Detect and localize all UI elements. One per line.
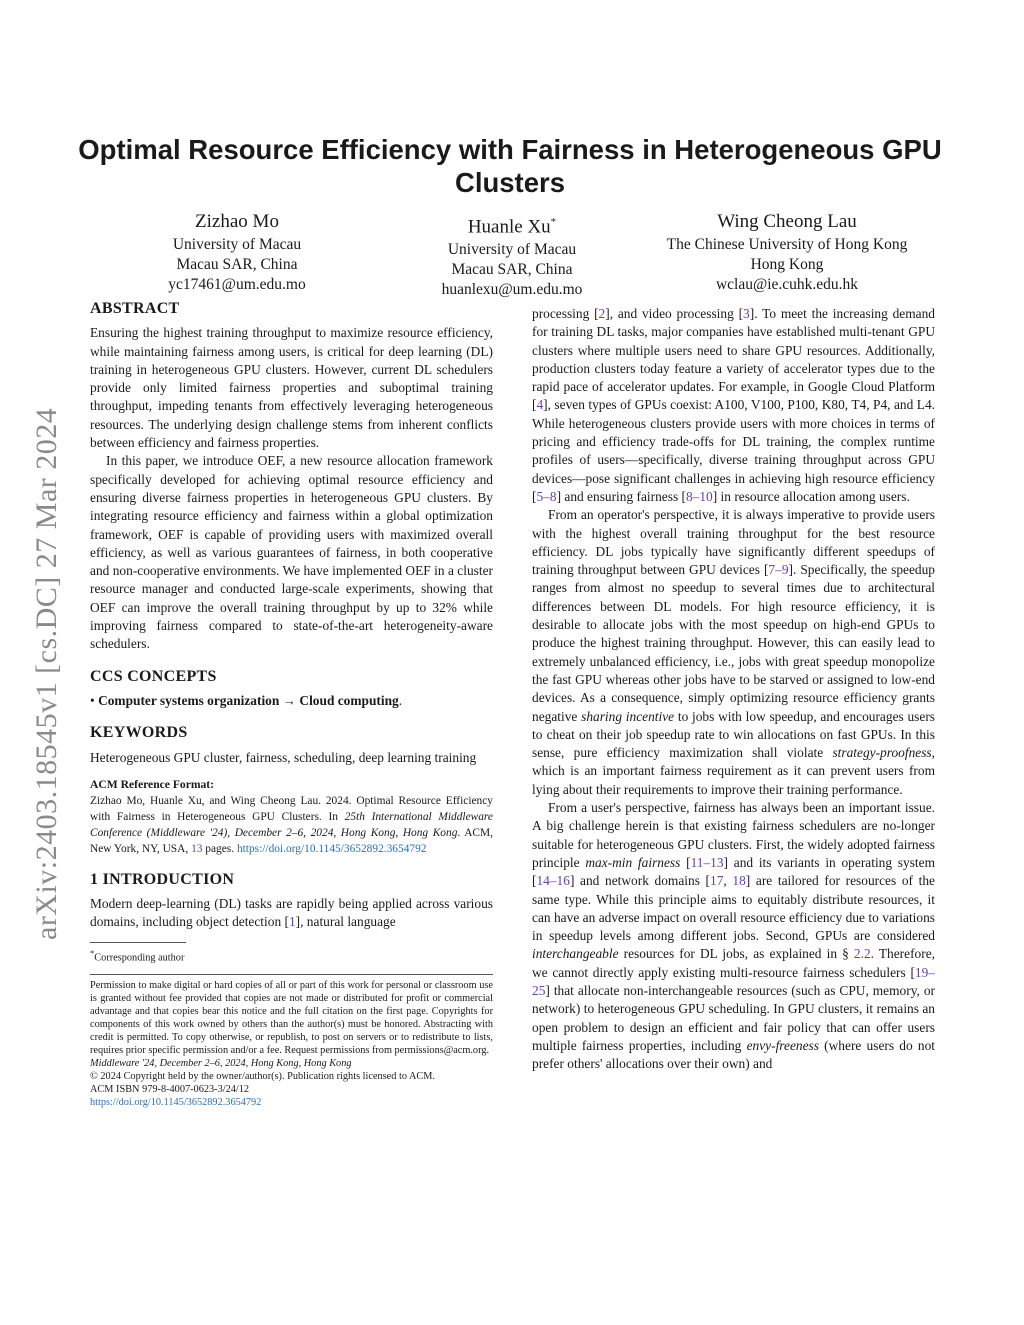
introduction-paragraph xyxy=(532,305,935,506)
citation-link[interactable]: 1 xyxy=(288,914,296,930)
copyright-rule xyxy=(90,974,493,975)
emphasis: strategy-proofness xyxy=(832,745,932,761)
text-run: ] and its variants in operating system [ xyxy=(532,854,935,889)
text-run: From an operator's perspective, it is always imperative to provide users with the highest overall training throughput for the best resource efficiency. DL jobs typically have significantly different speedups of training throughput between GPU devices [ xyxy=(532,507,935,578)
footnote-rule xyxy=(90,942,186,943)
abstract-paragraph: In this paper, we introduce OEF, a new resource allocation framework specifically developed for achieving optimal resource efficiency and ensuring diverse fairness properties in heterogeneous GPU clusters. By integrating resource efficiency and fairness within a global optimization framework, OEF is capable of providing users with maximized overall efficiency, as well as various guarantees of fairness, in both cooperative and non-cooperative environments. We have implemented OEF in a cluster resource manager and conducted large-scale experiments, showing that OEF can improve the overall training throughput by up to 32% while improving fairness compared to state-of-the-art heterogeneity-aware schedulers. xyxy=(90,453,493,652)
copyright-block xyxy=(90,979,493,1109)
acm-reference-format xyxy=(90,777,493,857)
author-affiliation: The Chinese University of Hong Kong xyxy=(666,236,908,253)
emphasis: max-min fairness xyxy=(585,854,681,870)
citation-link[interactable]: 5–8 xyxy=(536,488,557,504)
citation-link[interactable]: 14–16 xyxy=(536,873,570,889)
text-run: ] that allocate non-interchangeable resources (such as CPU, memory, or network) to heterogeneous GPU scheduling. In GPU clusters, it remains an open problem to design an efficient and fair policy that can offer users multiple fairness properties, including xyxy=(532,982,935,1053)
acm-reference-pages-link[interactable]: 13 xyxy=(191,842,203,855)
author-email: wclau@ie.cuhk.edu.hk xyxy=(715,276,859,293)
text-run: ], and video processing [ xyxy=(605,306,744,321)
left-column xyxy=(90,300,493,1109)
text-run: . Therefore, we cannot directly apply existing multi-resource fairness schedulers [ xyxy=(532,946,935,980)
citation-link[interactable]: 18 xyxy=(732,873,746,889)
doi-link[interactable]: https://doi.org/10.1145/3652892.3654792 xyxy=(90,1097,262,1109)
footnote-text: Corresponding author xyxy=(94,952,185,964)
arxiv-identifier-stamp: arXiv:2403.18545v1 [cs.DC] 27 Mar 2024 xyxy=(30,407,63,940)
citation-link[interactable]: 7–9 xyxy=(768,562,789,578)
text-run: [ xyxy=(680,854,691,870)
acm-reference-pages-suffix: pages. xyxy=(202,842,237,855)
author-affiliation: University of Macau xyxy=(172,236,302,253)
footnote-mark: * xyxy=(90,947,95,958)
acm-reference-venue: 25th International Middleware Conference (Middleware '24), December 2–6, 2024, Hong Kong, Hong Kong xyxy=(90,810,493,839)
text-run: ]. To meet the increasing demand for training DL tasks, major companies have established multi-tenant GPU clusters where multiple users need to share GPU resources. Additionally, production clusters today feature a variety of accelerator types due to the rapid pace of accelerator updates. For example, in Google Cloud Platform [ xyxy=(532,306,936,413)
abstract-paragraph: Ensuring the highest training throughput to maximize resource efficiency, while maintaining fairness among users, is critical for deep learning (DL) training in heterogeneous GPU clusters. However, current DL schedulers provide only limited fairness properties and suboptimal training throughput, impeding tenants from effectively leveraging heterogeneous resources. The underlying design challenge stems from inherent conflicts between efficiency and fairness properties. xyxy=(90,325,493,451)
acm-reference-doi-link[interactable]: https://doi.org/10.1145/3652892.3654792 xyxy=(236,842,427,855)
introduction-paragraph xyxy=(532,506,935,799)
citation-link[interactable]: 3 xyxy=(743,306,750,321)
conference-venue: Middleware '24, December 2–6, 2024, Hong Kong, Hong Kong xyxy=(90,1058,352,1070)
corresponding-author-mark: * xyxy=(550,216,557,228)
author-location: Macau SAR, China xyxy=(176,256,298,273)
introduction-paragraph xyxy=(532,799,935,1073)
author-affiliation: University of Macau xyxy=(447,241,577,259)
ccs-concepts-text xyxy=(90,692,493,710)
acm-reference-heading: ACM Reference Format: xyxy=(90,777,215,791)
right-column xyxy=(532,305,935,1073)
emphasis: sharing incentive xyxy=(581,708,675,724)
copyright-notice: © 2024 Copyright held by the owner/author(s). Publication rights licensed to ACM. xyxy=(90,1071,436,1083)
author-location: Macau SAR, China xyxy=(451,261,573,279)
keywords-text: Heterogeneous GPU cluster, fairness, scheduling, deep learning training xyxy=(90,749,477,765)
author-location: Hong Kong xyxy=(750,256,824,273)
citation-link[interactable]: 8–10 xyxy=(685,488,713,504)
acm-reference-publisher: . ACM, New York, NY, USA, xyxy=(90,826,494,855)
emphasis: interchangeable xyxy=(532,946,619,962)
text-run: Modern deep-learning (DL) tasks are rapidly being applied across various domains, including object detection [ xyxy=(90,896,493,930)
text-run: ], natural language xyxy=(295,914,396,930)
text-run: , xyxy=(723,873,733,889)
author-name-text: Huanle Xu xyxy=(467,216,551,238)
introduction-paragraph xyxy=(90,895,493,932)
text-run: resources for DL jobs, as explained in § xyxy=(618,946,854,962)
text-run: ] and ensuring fairness [ xyxy=(556,488,686,504)
abstract-heading: ABSTRACT xyxy=(90,300,180,317)
text-run: From a user's perspective, fairness has always been an important issue. A big challenge herein is that existing fairness schedulers are no-longer suitable for heterogeneous GPU clusters. First, the widely adopted fairness principle xyxy=(532,800,935,870)
text-run: ] and network domains [ xyxy=(569,873,711,889)
author-email: yc17461@um.edu.mo xyxy=(168,276,306,293)
bullet: • xyxy=(90,692,95,708)
period: . xyxy=(398,692,403,708)
author-name: Wing Cheong Lau xyxy=(717,211,857,232)
citation-link[interactable]: 11–13 xyxy=(690,854,724,870)
citation-link[interactable]: 2 xyxy=(598,306,606,321)
author-name: Zizhao Mo xyxy=(195,211,279,232)
ccs-concept: Computer systems organization → Cloud computing xyxy=(98,692,399,708)
text-run: ] are tailored for resources of the same type. While this principle aims to equitably distribute resources, it can have an adverse impact on overall resource efficiency due to variations in speedup levels among different jobs. Second, GPUs are considered xyxy=(532,873,935,944)
text-run: processing [ xyxy=(532,306,599,321)
permission-notice: Permission to make digital or hard copies of all or part of this work for personal or classroom use is granted without fee provided that copies are not made or distributed for profit or commercial advantage and that copies bear this notice and the full citation on the first page. Copyrights for components of this work owned by others than the author(s) must be honored. Abstracting with credit is permitted. To copy otherwise, or republish, to post on servers or to redistribute to lists, requires prior specific permission and/or a fee. Request permissions from permissions@acm.org. xyxy=(90,980,493,1057)
introduction-heading: 1 INTRODUCTION xyxy=(90,870,235,888)
ccs-concepts-heading: CCS CONCEPTS xyxy=(90,667,217,685)
text-run: , which is an important fairness requirement as it can prevent users from lying about their requirements to improve their training performance. xyxy=(532,745,935,797)
citation-link[interactable]: 19–25 xyxy=(532,964,935,998)
acm-reference-authors: Zizhao Mo, Huanle Xu, and Wing Cheong Lau. 2024. Optimal Resource Efficiency with Fairness in Heterogeneous GPU Clusters. In xyxy=(90,794,493,823)
text-run: ]. Specifically, the speedup ranges from almost no speedup to several times due to architectural differences between DL models. For high resource efficiency, it is desirable to allocate jobs with the most speedup on high-end GPUs to produce the highest training throughput. However, this can easily lead to extremely unbalanced efficiency, i.e., jobs with great speedup monopolize the fast GPU whereas other jobs have to be starved or assigned to low-end devices. As a consequence, simply optimizing resource efficiency grants negative xyxy=(532,562,935,724)
text-run: ] in resource allocation among users. xyxy=(712,488,910,504)
keywords-heading: KEYWORDS xyxy=(90,724,188,742)
text-run: ], seven types of GPUs coexist: A100, V100, P100, K80, T4, P4, and L4. While heterogeneous clusters provide users with more choices in terms of pricing and efficiency trade-offs for DL training, the complex runtime profiles of users—specifically, diverse training throughput across GPU devices—pose significant challenges in achieving high resource efficiency [ xyxy=(532,397,935,504)
isbn: ACM ISBN 979-8-4007-0623-3/24/12 xyxy=(90,1084,250,1096)
footnote xyxy=(90,947,493,964)
author-block xyxy=(637,209,937,295)
section-link[interactable]: 2.2 xyxy=(853,946,871,962)
author-block xyxy=(362,209,662,300)
paper-title: Optimal Resource Efficiency with Fairness in Heterogeneous GPU Clusters xyxy=(78,134,942,198)
author-name xyxy=(362,209,662,240)
citation-link[interactable]: 17 xyxy=(710,873,724,889)
text-run: to jobs with low speedup, and encourages users to cheat on their job speedup rate to win allocations on fast GPUs. In this sense, pure efficiency maximization shall violate xyxy=(532,708,935,761)
author-block xyxy=(87,209,387,295)
emphasis: envy-freeness xyxy=(746,1037,819,1053)
text-run: (where users do not prefer others' allocations over their own) and xyxy=(532,1037,935,1072)
author-email: huanlexu@um.edu.mo xyxy=(441,281,583,299)
citation-link[interactable]: 4 xyxy=(536,397,544,413)
